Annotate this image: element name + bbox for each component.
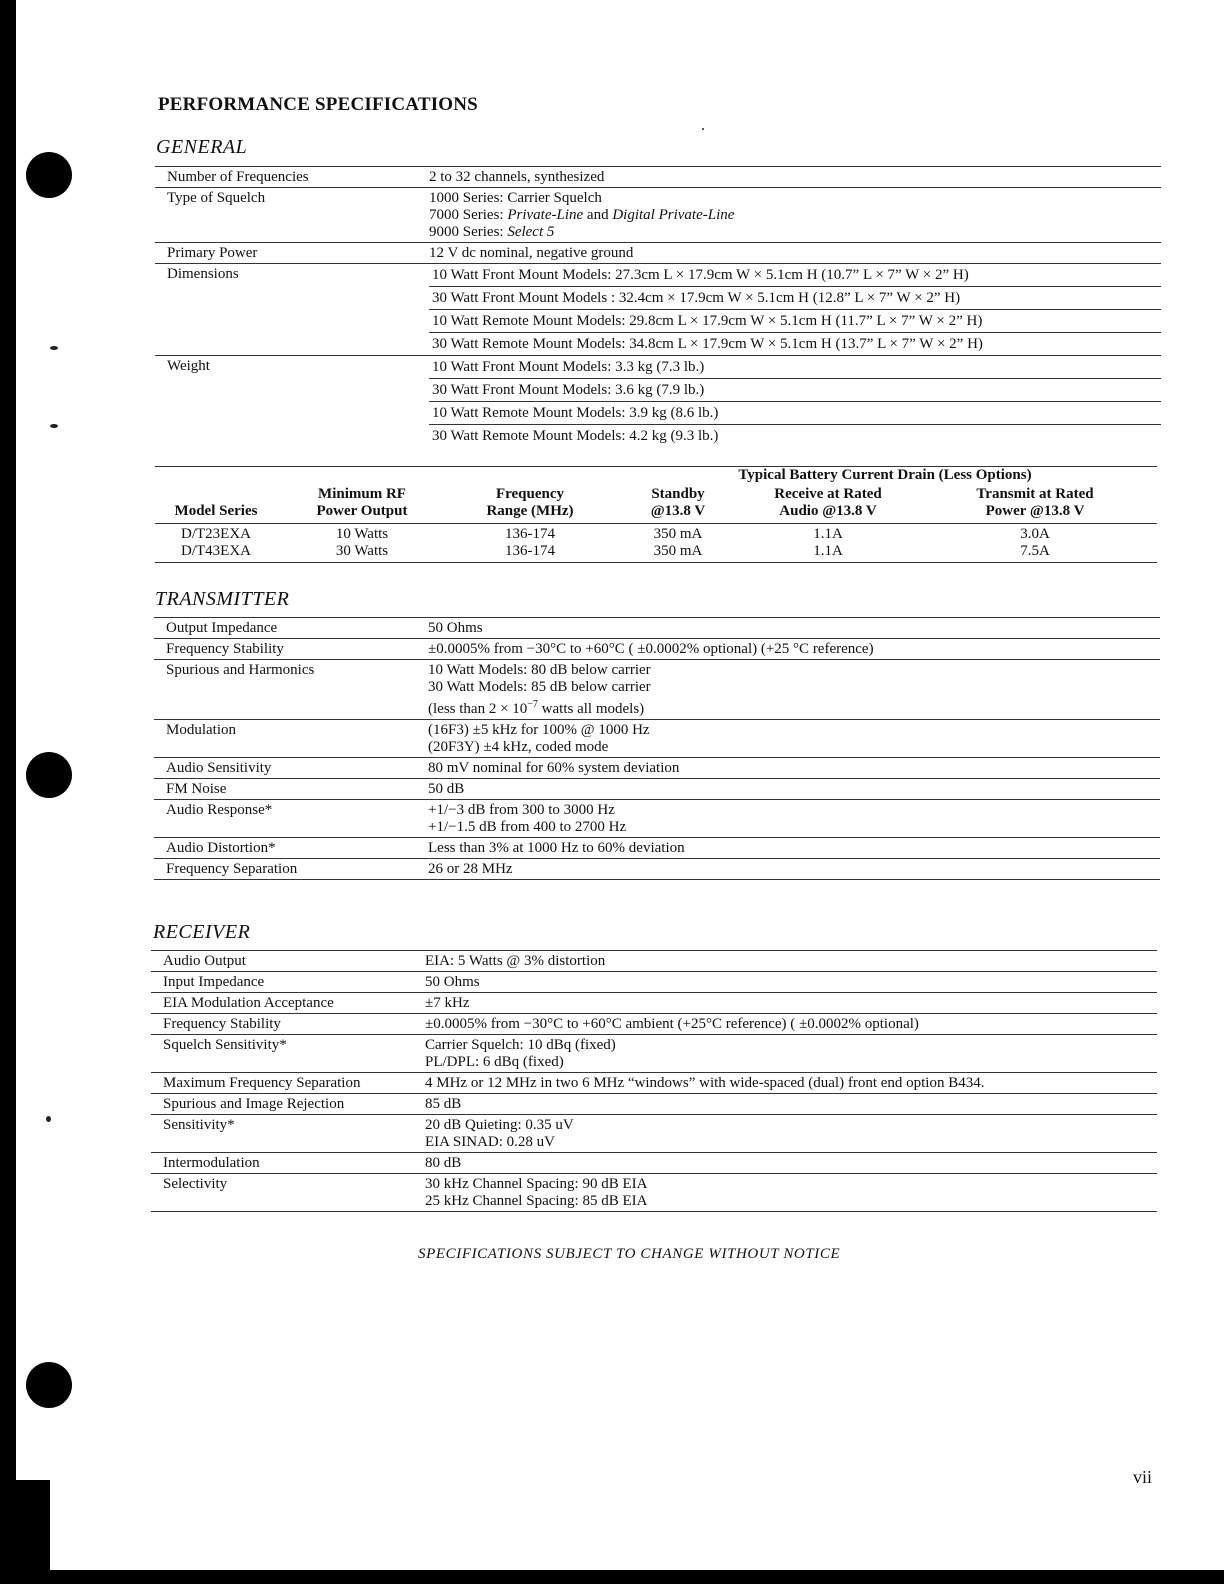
spec-value: 50 dB	[428, 781, 465, 797]
spec-label: Intermodulation	[163, 1155, 260, 1171]
spec-value	[425, 1115, 1157, 1153]
spec-row	[151, 1174, 1157, 1212]
scan-corner-shadow	[10, 1480, 50, 1584]
spec-value-line: 30 kHz Channel Spacing: 90 dB EIA	[425, 1176, 648, 1192]
spec-row	[154, 720, 1160, 758]
spec-label: Modulation	[166, 722, 236, 738]
table-row	[155, 543, 1157, 563]
spec-row	[151, 1094, 1157, 1115]
punch-hole-bottom	[26, 1362, 72, 1408]
series-prefix: 9000 Series:	[429, 224, 508, 240]
column-header: Transmit at Rated Power @13.8 V	[913, 486, 1157, 524]
scan-bottom-edge	[0, 1570, 1224, 1584]
spec-value: 85 dB	[425, 1096, 462, 1112]
spec-row	[154, 639, 1160, 660]
column-header: Receive at Rated Audio @13.8 V	[743, 486, 913, 524]
spec-label: Primary Power	[167, 245, 258, 261]
scan-speck	[702, 128, 704, 130]
spec-row	[151, 1115, 1157, 1153]
spec-value: 80 dB	[425, 1155, 462, 1171]
spec-value-line: (less than $2 \times 10^{-7}$ watts all models)	[428, 699, 645, 717]
spec-label: Input Impedance	[163, 974, 265, 990]
spec-value-line: Carrier Squelch: 10 dBq (fixed)	[425, 1037, 616, 1053]
transmitter-spec-table	[154, 617, 1160, 880]
spec-label: Frequency Separation	[166, 861, 298, 877]
spec-value-line: 25 kHz Channel Spacing: 85 dB EIA	[425, 1193, 648, 1209]
spec-value: 80 mV nominal for 60% system deviation	[428, 760, 680, 776]
spec-row	[151, 951, 1157, 972]
table-row	[155, 524, 1157, 544]
table-cell: 10 Watts	[335, 526, 389, 542]
receiver-heading: RECEIVER	[153, 921, 251, 943]
spec-row-weight	[155, 356, 1161, 448]
spec-label: Frequency Stability	[166, 641, 284, 657]
spec-label: Audio Distortion*	[166, 840, 276, 856]
column-header: Standby @13.8 V	[613, 486, 743, 524]
spec-value-line: 30 Watt Remote Mount Models: 4.2 kg (9.3 lb.)	[432, 428, 719, 444]
spec-value: 4 MHz or 12 MHz in two 6 MHz “windows” with wide-spaced (dual) front end option B434.	[425, 1075, 985, 1091]
spec-label: Selectivity	[163, 1176, 228, 1192]
spec-value-line: +1/−1.5 dB from 400 to 2700 Hz	[428, 819, 627, 835]
spec-value-line: 1000 Series: Carrier Squelch	[429, 190, 602, 206]
spec-value-line: 10 Watt Front Mount Models: 27.3cm L × 17.9cm W × 5.1cm H (10.7” L × 7” W × 2” H)	[429, 264, 1161, 287]
spec-value: 50 Ohms	[425, 974, 480, 990]
spec-value-line: 10 Watt Front Mount Models: 3.3 kg (7.3 lb.)	[429, 356, 1161, 379]
series-prefix: 7000 Series:	[429, 207, 508, 223]
table-cell: 3.0A	[1020, 526, 1050, 542]
spec-value: 12 V dc nominal, negative ground	[429, 245, 634, 261]
model-current-drain-table	[155, 466, 1157, 563]
spec-label: Frequency Stability	[163, 1016, 281, 1032]
general-heading: GENERAL	[156, 136, 248, 158]
spec-row-number-of-frequencies	[155, 167, 1161, 188]
spec-value-line: 10 Watt Models: 80 dB below carrier	[428, 662, 651, 678]
receiver-spec-table	[151, 950, 1157, 1212]
spec-value: ±7 kHz	[425, 995, 470, 1011]
spec-label: Spurious and Harmonics	[166, 662, 315, 678]
table-cell: 350 mA	[653, 526, 703, 542]
select-5-name: Select 5	[507, 224, 555, 240]
spec-value: Less than 3% at 1000 Hz to 60% deviation	[428, 840, 685, 856]
spec-value-line	[429, 224, 1161, 241]
spec-label: Audio Output	[163, 953, 246, 969]
spec-row-dimensions	[155, 264, 1161, 356]
spec-label: Maximum Frequency Separation	[163, 1075, 361, 1091]
spec-row	[151, 1153, 1157, 1174]
table-cell: 1.1A	[813, 526, 843, 542]
column-header: Model Series	[155, 486, 277, 524]
spec-label: Number of Frequencies	[167, 169, 309, 185]
transmitter-heading: TRANSMITTER	[155, 588, 290, 610]
table-cell: 136-174	[447, 543, 613, 563]
spec-value: 50 Ohms	[428, 620, 483, 636]
spec-value	[428, 720, 1160, 758]
table-cell: 350 mA	[613, 543, 743, 563]
spec-label: Weight	[167, 358, 210, 374]
spec-label: FM Noise	[166, 781, 227, 797]
spec-value: 2 to 32 channels, synthesized	[429, 169, 605, 185]
spec-label: Output Impedance	[166, 620, 278, 636]
page-number: vii	[1133, 1467, 1153, 1487]
scan-speck	[50, 424, 58, 428]
digital-private-line-name: Digital Private-Line	[612, 207, 735, 223]
spec-value	[429, 356, 1161, 448]
spec-row	[151, 1014, 1157, 1035]
spec-value-line: +1/−3 dB from 300 to 3000 Hz	[428, 802, 615, 818]
spec-value	[429, 264, 1161, 356]
spec-value-line: 30 Watt Remote Mount Models: 34.8cm L × 17.9cm W × 5.1cm H (13.7” L × 7” W × 2” H)	[432, 336, 983, 352]
battery-drain-group-header: Typical Battery Current Drain (Less Options)	[613, 467, 1157, 487]
scan-speck	[50, 346, 58, 350]
spec-row	[154, 660, 1160, 720]
spec-row	[151, 1073, 1157, 1094]
spec-value-line: 20 dB Quieting: 0.35 uV	[425, 1117, 574, 1133]
spec-row	[151, 1035, 1157, 1073]
column-header: Minimum RF Power Output	[277, 486, 447, 524]
table-cell: 7.5A	[913, 543, 1157, 563]
spec-row	[154, 618, 1160, 639]
table-cell: D/T23EXA	[181, 526, 251, 542]
spec-label: Audio Sensitivity	[166, 760, 272, 776]
spec-label: Audio Response*	[166, 802, 273, 818]
spec-row	[154, 838, 1160, 859]
spec-value-line	[429, 207, 1161, 224]
spec-value-line: (20F3Y) ±4 kHz, coded mode	[428, 739, 609, 755]
spec-label: Squelch Sensitivity*	[163, 1037, 287, 1053]
spec-value-line: 30 Watt Front Mount Models: 3.6 kg (7.9 lb.)	[429, 379, 1161, 402]
spec-label: Dimensions	[167, 266, 239, 282]
punch-hole-top	[26, 152, 72, 198]
page-title: PERFORMANCE SPECIFICATIONS	[158, 94, 478, 115]
spec-value-line: EIA SINAD: 0.28 uV	[425, 1134, 555, 1150]
spec-row	[154, 859, 1160, 880]
model-table-column-headers	[155, 486, 1157, 524]
spec-value	[428, 800, 1160, 838]
spec-value-line: 10 Watt Remote Mount Models: 3.9 kg (8.6 lb.)	[429, 402, 1161, 425]
punch-hole-middle	[26, 752, 72, 798]
spec-value-line: 30 Watt Models: 85 dB below carrier	[428, 679, 651, 695]
column-header: Frequency Range (MHz)	[447, 486, 613, 524]
spec-row	[151, 972, 1157, 993]
spec-row-primary-power	[155, 243, 1161, 264]
table-cell: 1.1A	[743, 543, 913, 563]
spec-row	[154, 800, 1160, 838]
spec-label: Sensitivity*	[163, 1117, 235, 1133]
table-cell: D/T43EXA	[155, 543, 277, 563]
spec-value	[425, 1035, 1157, 1073]
spec-value: 26 or 28 MHz	[428, 861, 513, 877]
spec-value: ±0.0005% from −30°C to +60°C ( ±0.0002% optional) (+25 °C reference)	[428, 641, 874, 657]
private-line-name: Private-Line	[507, 207, 584, 223]
table-cell: 30 Watts	[277, 543, 447, 563]
conjunction: and	[583, 207, 613, 223]
spec-label: Spurious and Image Rejection	[163, 1096, 345, 1112]
scan-speck	[46, 1116, 51, 1122]
spec-value	[425, 1174, 1157, 1212]
spec-value-line: 30 Watt Front Mount Models : 32.4cm × 17.9cm W × 5.1cm H (12.8” L × 7” W × 2” H)	[429, 287, 1161, 310]
spec-label: Type of Squelch	[167, 190, 266, 206]
spec-value: ±0.0005% from −30°C to +60°C ambient (+25°C reference) ( ±0.0002% optional)	[425, 1016, 919, 1032]
spec-value: EIA: 5 Watts @ 3% distortion	[425, 953, 606, 969]
spec-value-line: (16F3) ±5 kHz for 100% @ 1000 Hz	[428, 722, 650, 738]
spec-row	[151, 993, 1157, 1014]
general-spec-table	[155, 166, 1161, 447]
model-table-group-header-row	[155, 467, 1157, 487]
table-cell: 136-174	[505, 526, 555, 542]
spec-row	[154, 758, 1160, 779]
spec-value	[428, 660, 1160, 720]
spec-row	[154, 779, 1160, 800]
spec-label: EIA Modulation Acceptance	[163, 995, 334, 1011]
spec-value	[429, 188, 1161, 243]
spec-value-line: PL/DPL: 6 dBq (fixed)	[425, 1054, 564, 1070]
footer-note: SPECIFICATIONS SUBJECT TO CHANGE WITHOUT NOTICE	[418, 1246, 841, 1262]
scan-left-edge	[0, 0, 16, 1584]
spec-row-type-of-squelch	[155, 188, 1161, 243]
spec-value-line: 10 Watt Remote Mount Models: 29.8cm L × 17.9cm W × 5.1cm H (11.7” L × 7” W × 2” H)	[429, 310, 1161, 333]
